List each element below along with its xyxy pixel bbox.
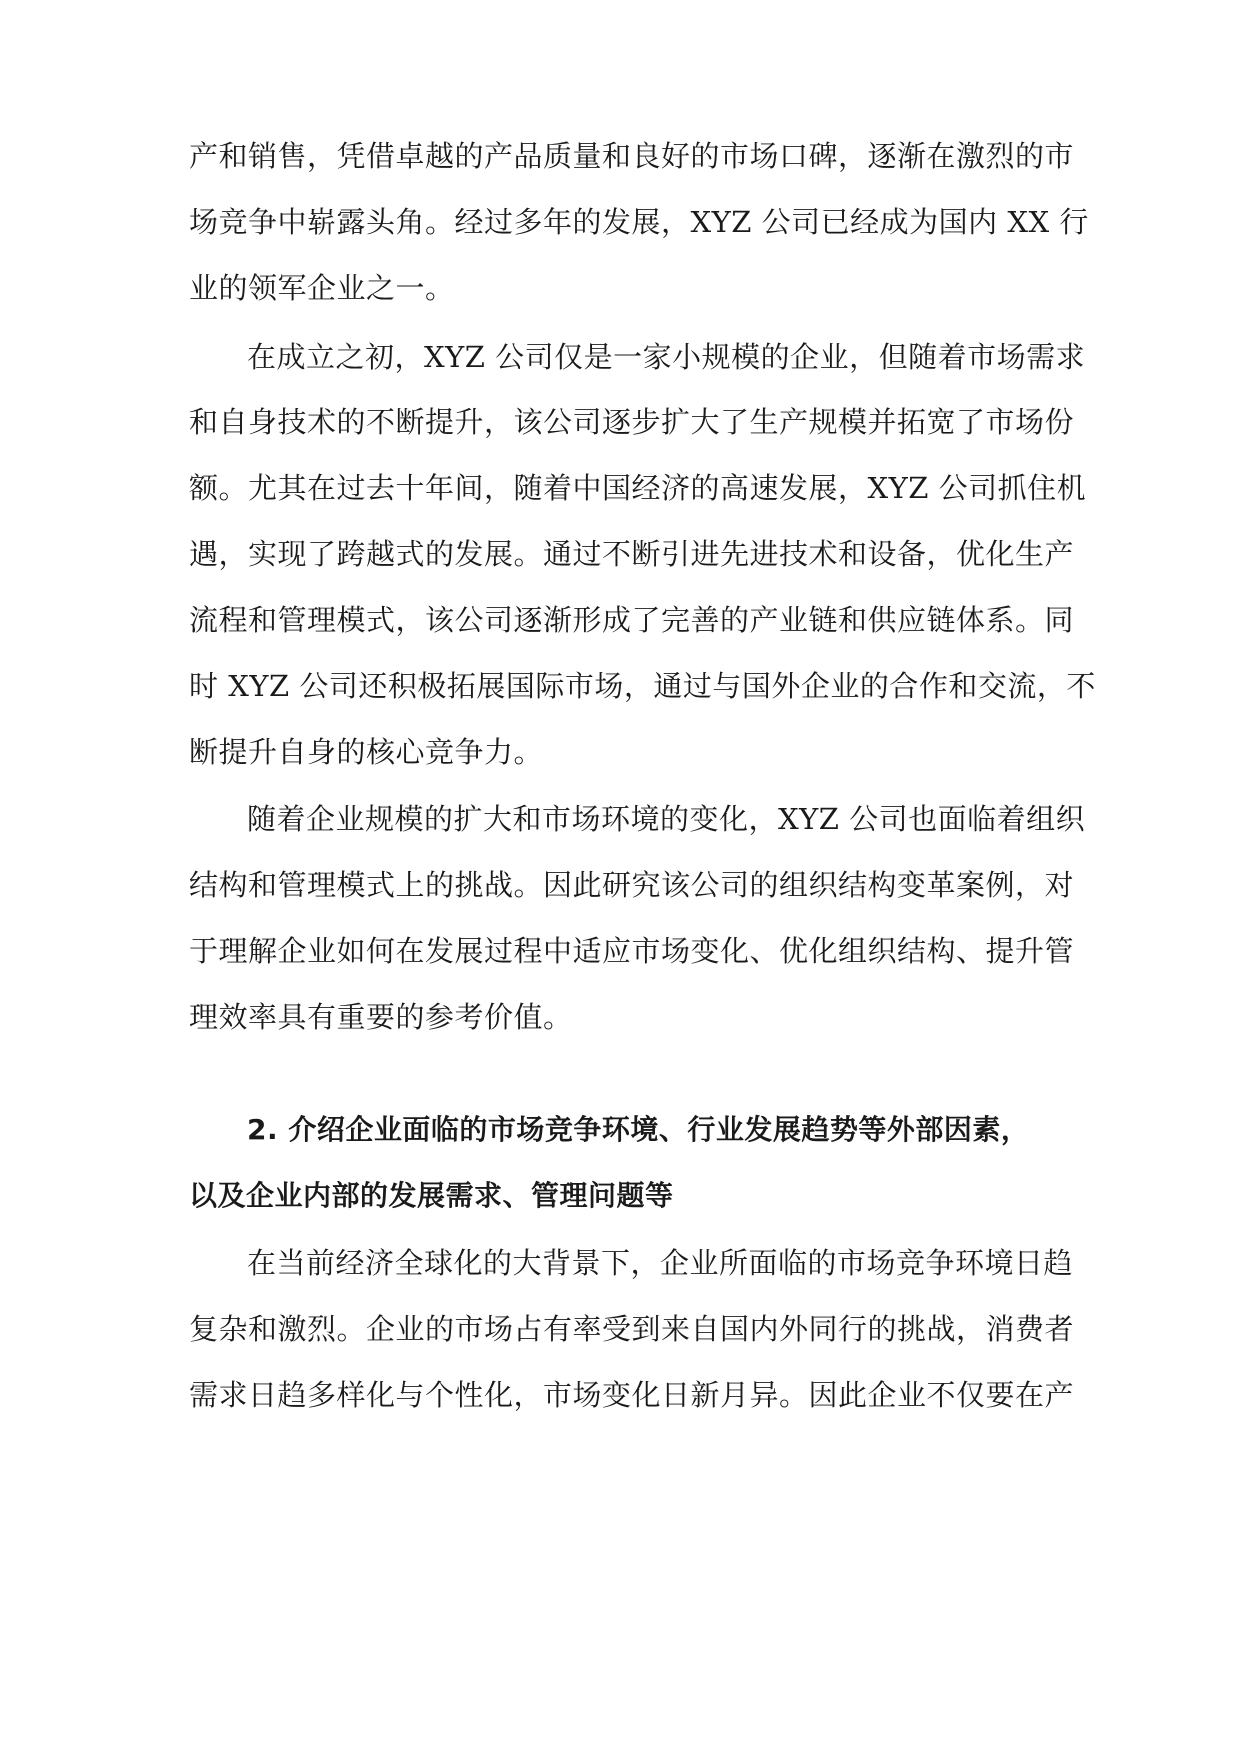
section-heading: 2. 介绍企业面临的市场竞争环境、行业发展趋势等外部因素， — [247, 1113, 1030, 1146]
paragraph-line: 理效率具有重要的参考价值。 — [189, 1000, 573, 1034]
paragraph-line: 业的领军企业之一。 — [189, 271, 455, 305]
paragraph-line: 随着企业规模的扩大和市场环境的变化，XYZ 公司也面临着组织 — [247, 802, 1086, 836]
paragraph-line: 结构和管理模式上的挑战。因此研究该公司的组织结构变革案例，对 — [189, 868, 1075, 902]
paragraph-line: 在成立之初，XYZ 公司仅是一家小规模的企业，但随着市场需求 — [247, 340, 1086, 374]
paragraph-line: 在当前经济全球化的大背景下，企业所面临的市场竞争环境日趋 — [247, 1246, 1074, 1280]
paragraph-line: 于理解企业如何在发展过程中适应市场变化、优化组织结构、提升管 — [189, 934, 1075, 968]
paragraph-line: 复杂和激烈。企业的市场占有率受到来自国内外同行的挑战，消费者 — [189, 1312, 1075, 1346]
paragraph-line: 场竞争中崭露头角。经过多年的发展，XYZ 公司已经成为国内 XX 行 — [189, 205, 1089, 239]
paragraph-line: 需求日趋多样化与个性化，市场变化日新月异。因此企业不仅要在产 — [189, 1378, 1075, 1412]
paragraph-line: 额。尤其在过去十年间，随着中国经济的高速发展，XYZ 公司抓住机 — [189, 471, 1087, 505]
paragraph-line: 产和销售，凭借卓越的产品质量和良好的市场口碑，逐渐在激烈的市 — [189, 139, 1075, 173]
paragraph-line: 流程和管理模式，该公司逐渐形成了完善的产业链和供应链体系。同 — [189, 603, 1075, 637]
paragraph-line: 和自身技术的不断提升，该公司逐步扩大了生产规模并拓宽了市场份 — [189, 405, 1075, 439]
paragraph-line: 遇，实现了跨越式的发展。通过不断引进先进技术和设备，优化生产 — [189, 537, 1075, 571]
section-heading: 以及企业内部的发展需求、管理问题等 — [189, 1179, 674, 1212]
paragraph-line: 断提升自身的核心竞争力。 — [189, 735, 544, 769]
paragraph-line: 时 XYZ 公司还积极拓展国际市场，通过与国外企业的合作和交流，不 — [189, 669, 1096, 703]
